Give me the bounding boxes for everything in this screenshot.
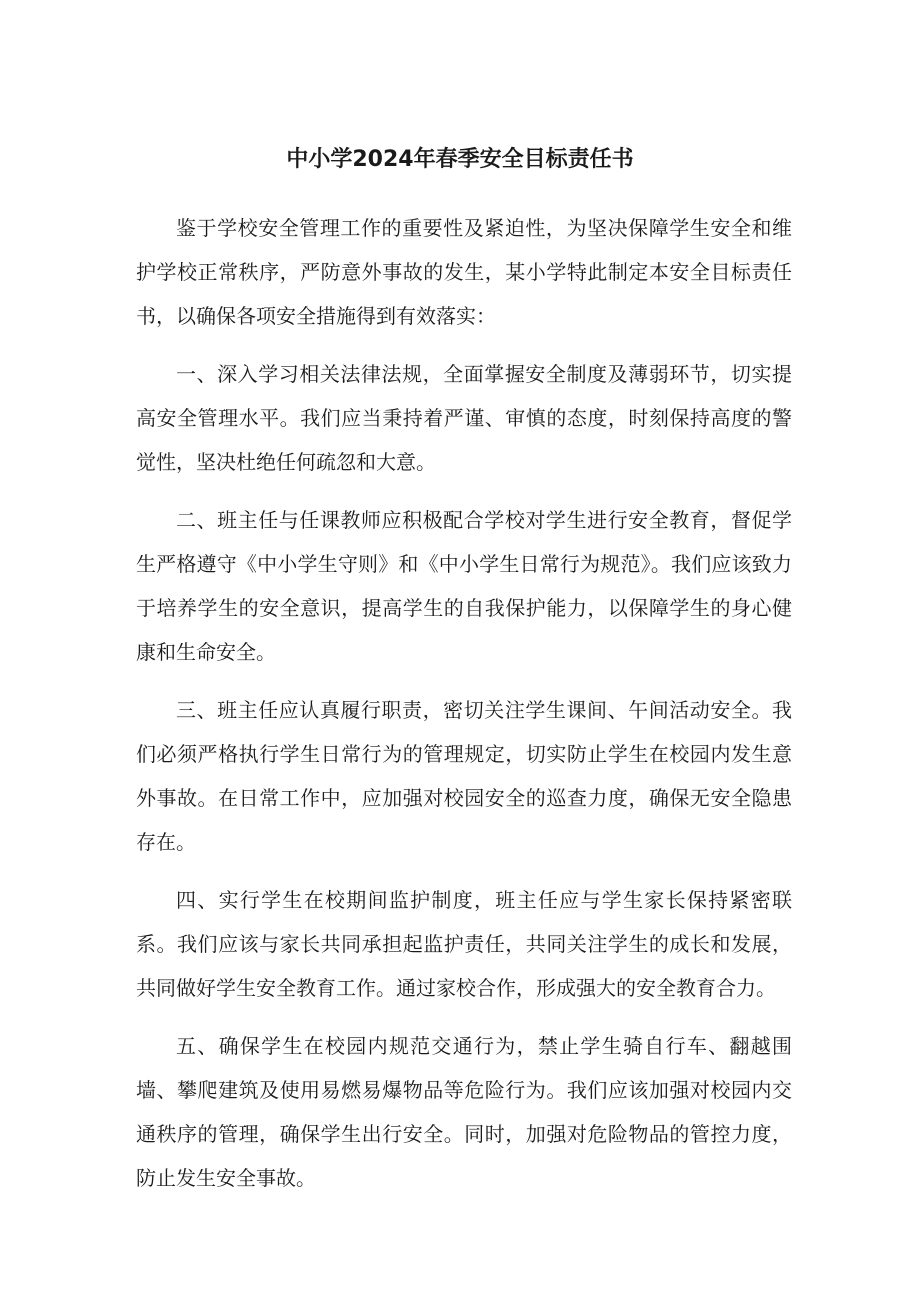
document-body bbox=[136, 206, 792, 1214]
clause-paragraph-3: 三、班主任应认真履行职责，密切关注学生课间、午间活动安全。我们必须严格执行学生日常行为的管理规定，切实防止学生在校园内发生意外事故。在日常工作中，应加强对校园安全的巡查力度，确保无安全隐患存在。 bbox=[136, 698, 792, 854]
clause-paragraph-4: 四、实行学生在校期间监护制度，班主任应与学生家长保持紧密联系。我们应该与家长共同承担起监护责任，共同关注学生的成长和发展，共同做好学生安全教育工作。通过家校合作，形成强大的安全教育合力。 bbox=[136, 888, 792, 1000]
clause-paragraph-5: 五、确保学生在校园内规范交通行为，禁止学生骑自行车、翻越围墙、攀爬建筑及使用易燃易爆物品等危险行为。我们应该加强对校园内交通秩序的管理，确保学生出行安全。同时，加强对危险物品的管控力度，防止发生安全事故。 bbox=[136, 1034, 792, 1190]
document-title: 中小学2024年春季安全目标责任书 bbox=[286, 147, 634, 172]
clause-paragraph-1: 一、深入学习相关法律法规，全面掌握安全制度及薄弱环节，切实提高安全管理水平。我们应当秉持着严谨、审慎的态度，时刻保持高度的警觉性，坚决杜绝任何疏忽和大意。 bbox=[136, 362, 792, 474]
intro-paragraph: 鉴于学校安全管理工作的重要性及紧迫性，为坚决保障学生安全和维护学校正常秩序，严防意外事故的发生，某小学特此制定本安全目标责任书，以确保各项安全措施得到有效落实： bbox=[136, 216, 792, 328]
clause-paragraph-2: 二、班主任与任课教师应积极配合学校对学生进行安全教育，督促学生严格遵守《中小学生守则》和《中小学生日常行为规范》。我们应该致力于培养学生的安全意识，提高学生的自我保护能力，以保障学生的身心健康和生命安全。 bbox=[136, 508, 792, 664]
